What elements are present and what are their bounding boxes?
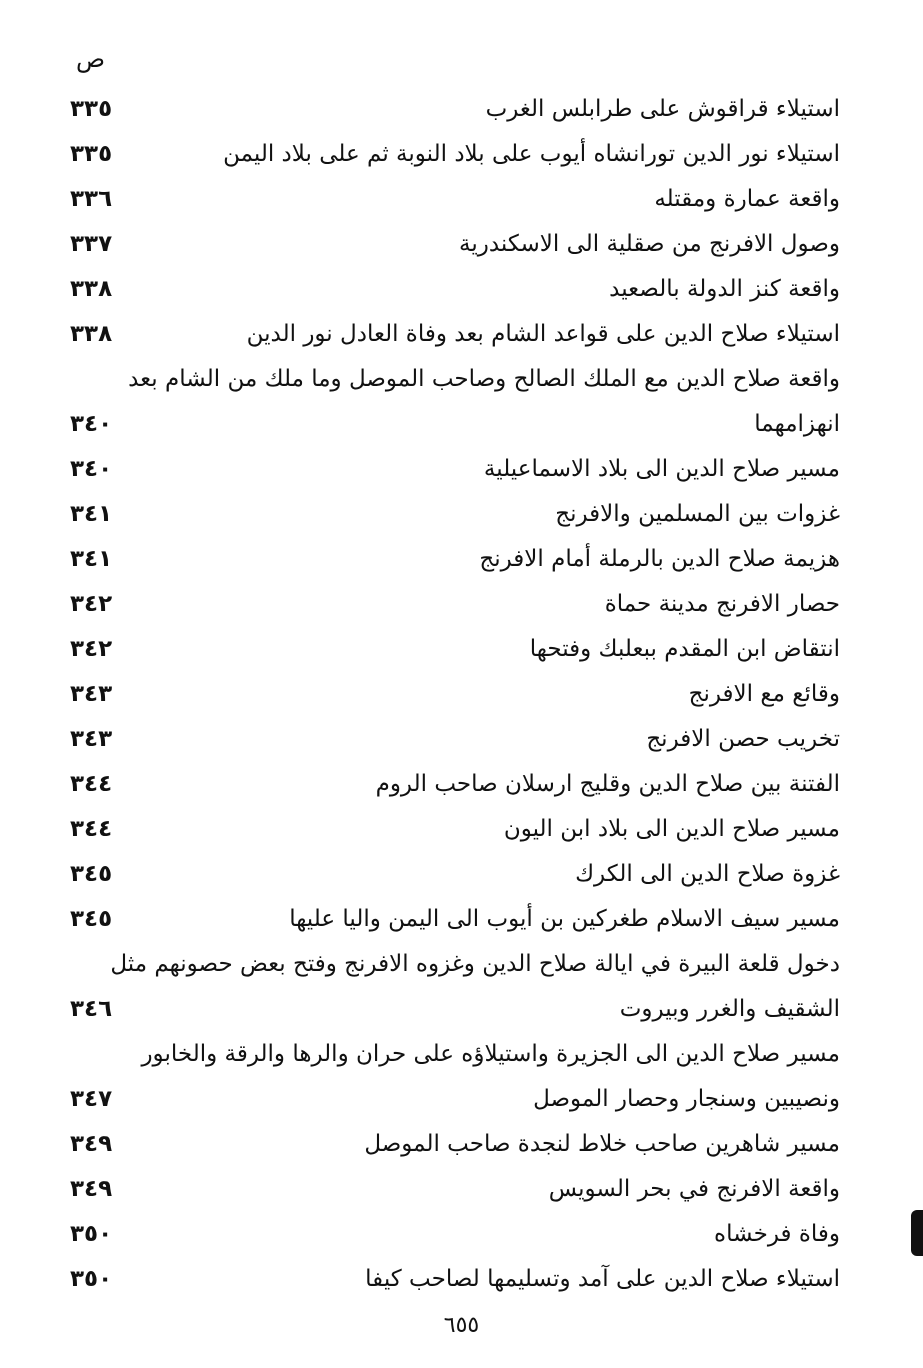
toc-entry: [70, 493, 840, 538]
toc-entry-page: ٣٤٢: [70, 591, 113, 617]
toc-entry-title: الفتنة بين صلاح الدين وقليج ارسلان صاحب الروم: [375, 771, 840, 797]
toc-entry: [70, 943, 840, 988]
toc-entry-page: ٣٣٥: [70, 96, 113, 122]
toc-entry-title: مسير صلاح الدين الى بلاد ابن اليون: [503, 816, 840, 842]
toc-entry-page: ٣٤١: [70, 501, 113, 527]
toc-entry-title: استيلاء صلاح الدين على قواعد الشام بعد وفاة العادل نور الدين: [246, 321, 840, 347]
toc-entry-page: ٣٥٠: [70, 1266, 113, 1292]
toc-entry: [70, 763, 840, 808]
toc-entry-page: ٣٤١: [70, 546, 113, 572]
toc-entry: [70, 1123, 840, 1168]
toc-entry-page: ٣٤٩: [70, 1176, 113, 1202]
table-of-contents: [70, 88, 840, 1303]
toc-entry-page: ٣٤٥: [70, 906, 113, 932]
toc-entry-title: غزوات بين المسلمين والافرنج: [555, 501, 840, 527]
toc-entry-title: مسير صلاح الدين الى الجزيرة واستيلاؤه على حران والرها والرقة والخابور: [141, 1041, 840, 1067]
toc-entry-title: مسير صلاح الدين الى بلاد الاسماعيلية: [483, 456, 840, 482]
toc-entry: [70, 583, 840, 628]
toc-entry: [70, 718, 840, 763]
toc-entry-title: غزوة صلاح الدين الى الكرك: [575, 861, 840, 887]
toc-entry-title: حصار الافرنج مدينة حماة: [604, 591, 840, 617]
toc-entry: [70, 898, 840, 943]
toc-entry-page: ٣٤٧: [70, 1086, 113, 1112]
toc-entry-title: تخريب حصن الافرنج: [646, 726, 840, 752]
toc-entry: [70, 538, 840, 583]
toc-entry-title: دخول قلعة البيرة في ايالة صلاح الدين وغزوه الافرنج وفتح بعض حصونهم مثل: [110, 951, 840, 977]
toc-entry-page: ٣٥٠: [70, 1221, 113, 1247]
toc-entry: [70, 988, 840, 1033]
toc-entry: [70, 88, 840, 133]
toc-entry-title: الشقيف والغرر وبيروت: [619, 996, 840, 1022]
toc-entry-page: ٣٣٧: [70, 231, 113, 257]
toc-entry: [70, 448, 840, 493]
toc-entry-page: ٣٣٨: [70, 321, 113, 347]
page-number: ٦٥٥: [443, 1313, 480, 1338]
toc-entry: [70, 1213, 840, 1258]
toc-entry: [70, 223, 840, 268]
toc-entry-page: ٣٤٠: [70, 456, 113, 482]
toc-entry-title: استيلاء صلاح الدين على آمد وتسليمها لصاحب كيفا: [365, 1266, 840, 1292]
toc-entry-title: واقعة صلاح الدين مع الملك الصالح وصاحب الموصل وما ملك من الشام بعد: [128, 366, 840, 392]
toc-entry: [70, 268, 840, 313]
toc-entry: [70, 1033, 840, 1078]
toc-entry-title: ونصيبين وسنجار وحصار الموصل: [533, 1086, 840, 1112]
toc-entry-title: استيلاء قراقوش على طرابلس الغرب: [485, 96, 840, 122]
toc-entry-title: استيلاء نور الدين تورانشاه أيوب على بلاد النوبة ثم على بلاد اليمن: [223, 141, 840, 167]
toc-entry-title: مسير سيف الاسلام طغركين بن أيوب الى اليمن واليا عليها: [289, 906, 840, 932]
toc-entry-title: واقعة عمارة ومقتله: [654, 186, 840, 212]
toc-entry-title: انتقاض ابن المقدم ببعلبك وفتحها: [529, 636, 840, 662]
toc-entry-page: ٣٤٣: [70, 681, 113, 707]
toc-entry-page: ٣٤٥: [70, 861, 113, 887]
toc-entry-page: ٣٤٣: [70, 726, 113, 752]
toc-entry: [70, 178, 840, 223]
toc-entry-title: انهزامهما: [754, 411, 840, 437]
toc-entry: [70, 808, 840, 853]
toc-entry: [70, 358, 840, 403]
toc-entry-title: مسير شاهرين صاحب خلاط لنجدة صاحب الموصل: [364, 1131, 840, 1157]
toc-entry-page: ٣٣٦: [70, 186, 113, 212]
toc-entry-title: واقعة كنز الدولة بالصعيد: [609, 276, 840, 302]
toc-entry-page: ٣٣٨: [70, 276, 113, 302]
toc-entry: [70, 628, 840, 673]
toc-entry: [70, 1078, 840, 1123]
toc-entry-page: ٣٤٢: [70, 636, 113, 662]
toc-entry-title: وصول الافرنج من صقلية الى الاسكندرية: [458, 231, 840, 257]
toc-entry-page: ٣٤٦: [70, 996, 113, 1022]
toc-entry-page: ٣٤٩: [70, 1131, 113, 1157]
page-column-label: ص: [76, 45, 106, 73]
toc-entry-page: ٣٤٠: [70, 411, 113, 437]
toc-entry-title: وقائع مع الافرنج: [688, 681, 840, 707]
scan-edge-mark: [911, 1210, 923, 1256]
toc-entry-title: هزيمة صلاح الدين بالرملة أمام الافرنج: [479, 546, 840, 572]
toc-entry-page: ٣٣٥: [70, 141, 113, 167]
toc-entry-page: ٣٤٤: [70, 816, 113, 842]
toc-entry: [70, 853, 840, 898]
toc-entry-page: ٣٤٤: [70, 771, 113, 797]
toc-entry-title: واقعة الافرنج في بحر السويس: [548, 1176, 840, 1202]
toc-entry: [70, 133, 840, 178]
toc-entry-title: وفاة فرخشاه: [714, 1221, 840, 1247]
toc-entry: [70, 403, 840, 448]
toc-entry: [70, 1168, 840, 1213]
toc-entry: [70, 673, 840, 718]
toc-entry: [70, 1258, 840, 1303]
toc-entry: [70, 313, 840, 358]
